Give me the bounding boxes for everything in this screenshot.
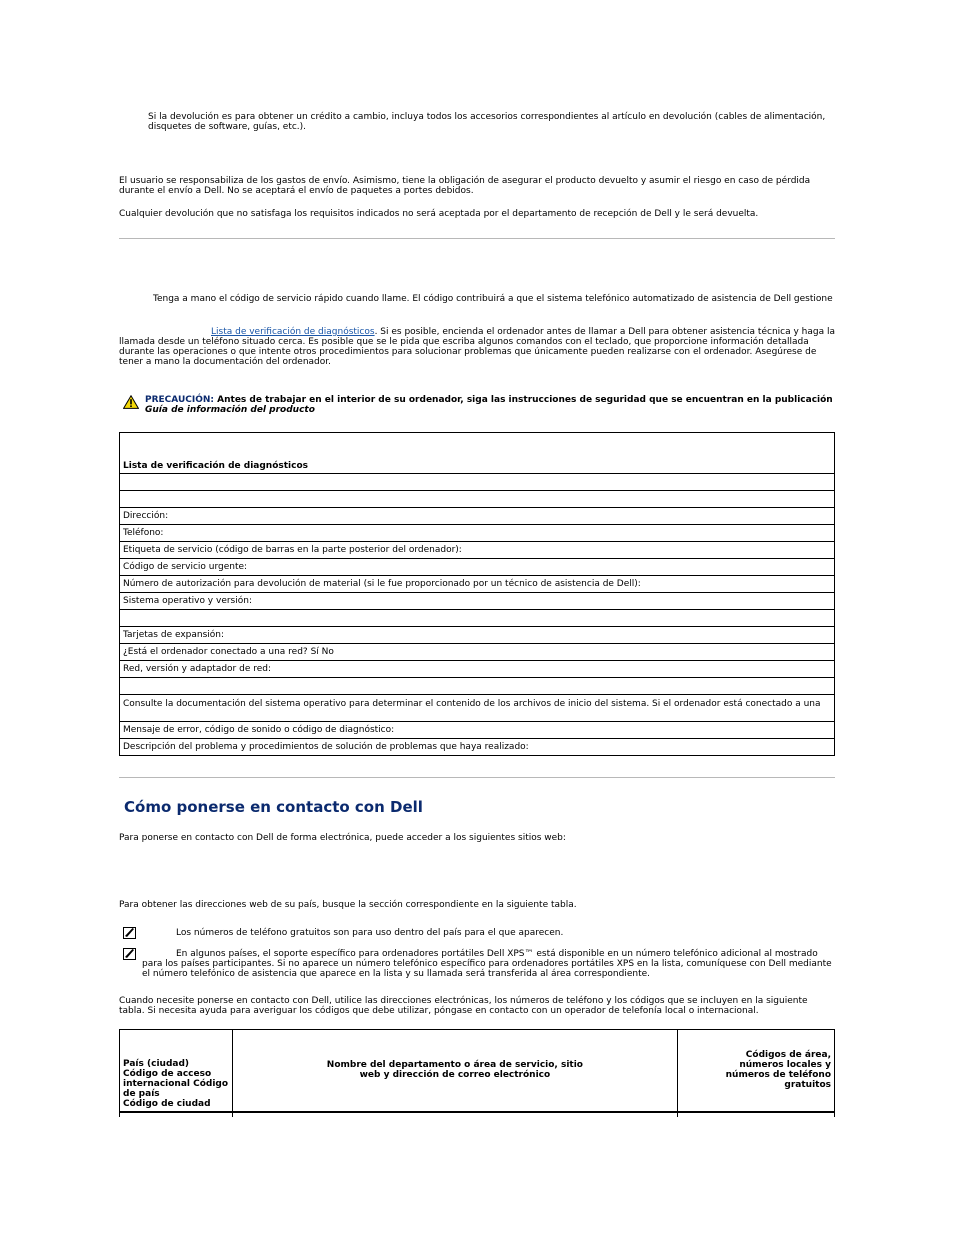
access-code-header-line: Código de acceso internacional Código de país	[123, 1068, 229, 1099]
checklist-title: Lista de verificación de diagnósticos	[120, 433, 835, 474]
call-prep-text-line1: . Si es posible, encienda el ordenador antes de llamar a Dell para obtener asistencia técnica y haga la	[374, 327, 835, 337]
note-icon	[123, 927, 136, 939]
checklist-row: Consulte la documentación del sistema operativo para determinar el contenido de los archivos de inicio del sistema. Si el ordenador está conectado a una	[120, 695, 835, 722]
checklist-row: Etiqueta de servicio (código de barras en la parte posterior del ordenador):	[120, 542, 835, 559]
contact-heading: Cómo ponerse en contacto con Dell	[124, 798, 423, 816]
express-code-paragraph: Tenga a mano el código de servicio rápido cuando llame. El código contribuirá a que el sistema telefónico automatizado de asistencia de Dell gestione	[153, 294, 833, 304]
column-header-numbers: Códigos de área, números locales y números de teléfono gratuitos	[677, 1030, 834, 1112]
return-rejection-paragraph: Cualquier devolución que no satisfaga los requisitos indicados no será aceptada por el departamento de recepción de Dell y le será devuelta.	[119, 209, 759, 219]
country-header-line: País (ciudad)	[123, 1058, 190, 1069]
table-row-cell	[233, 1112, 678, 1117]
checklist-row: ¿Está el ordenador conectado a una red? Sí No	[120, 644, 835, 661]
checklist-row	[120, 474, 835, 491]
checklist-row: Sistema operativo y versión:	[120, 593, 835, 610]
checklist-row: Descripción del problema y procedimientos de solución de problemas que haya realizado:	[120, 739, 835, 756]
xps-support-note	[142, 949, 832, 979]
shipping-cost-paragraph: El usuario se responsabiliza de los gastos de envío. Asimismo, tiene la obligación de asegurar el producto devuelto y asumir el riesgo en caso de pérdida durante el envío a Dell. No se aceptará el envío de paquetes a portes debidos.	[119, 176, 811, 196]
column-header-country	[120, 1030, 233, 1112]
warning-triangle-icon	[123, 395, 139, 409]
xps-support-note-rest: para los países participantes. Si no aparece un número telefónico específico para ordenadores portátiles XPS en la lista, comuníquese con Dell mediante el número telefónico de asistencia que aparece en la lista y su llamada será transferida al área correspondiente.	[142, 959, 832, 979]
contact-table	[119, 1029, 835, 1117]
diagnostics-checklist-table	[119, 432, 835, 756]
checklist-row: Número de autorización para devolución de material (si le fue proporcionado por un técnico de asistencia de Dell):	[120, 576, 835, 593]
diagnostics-checklist-link[interactable]: Lista de verificación de diagnósticos	[211, 327, 375, 337]
checklist-row: Tarjetas de expansión:	[120, 627, 835, 644]
checklist-row: Mensaje de error, código de sonido o código de diagnóstico:	[120, 722, 835, 739]
checklist-row	[120, 491, 835, 508]
note-icon	[123, 948, 136, 960]
city-code-header-line: Código de ciudad	[123, 1098, 211, 1109]
contact-intro-paragraph: Para ponerse en contacto con Dell de forma electrónica, puede acceder a los siguientes sitios web:	[119, 833, 566, 843]
caution-label: PRECAUCIÓN:	[145, 395, 215, 405]
checklist-row: Código de servicio urgente:	[120, 559, 835, 576]
checklist-row	[120, 610, 835, 627]
checklist-row	[120, 678, 835, 695]
caution-text: Antes de trabajar en el interior de su ordenador, siga las instrucciones de seguridad que se encuentran en la publicación	[214, 395, 833, 405]
call-prep-text: llamada desde un teléfono situado cerca. Es posible que se le pida que escriba algunos comandos con el teclado, que proporcione información detallada durante las operaciones o que intente otros procedimientos para solucionar problemas que únicamente pueden realizarse con el ordenador. Asegúrese de tener a mano la documentación del ordenador.	[119, 337, 817, 367]
divider-1	[119, 238, 835, 239]
column-header-department: Nombre del departamento o área de servicio, sitio web y dirección de correo electrónico	[233, 1030, 678, 1112]
caution-doc-title: Guía de información del producto	[145, 405, 315, 415]
contact-codes-paragraph: Cuando necesite ponerse en contacto con Dell, utilice las direcciones electrónicas, los números de teléfono y los códigos que se incluyen en la siguiente tabla. Si necesita ayuda para averiguar los códigos que debe utilizar, póngase en contacto con un operador de telefonía local o internacional.	[119, 996, 808, 1016]
checklist-row: Red, versión y adaptador de red:	[120, 661, 835, 678]
xps-support-note-line1: En algunos países, el soporte específico para ordenadores portátiles Dell XPS™ está disponible en un número telefónico adicional al mostrado	[176, 949, 818, 959]
toll-free-note: Los números de teléfono gratuitos son para uso dentro del país para el que aparecen.	[176, 928, 564, 938]
return-credit-paragraph: Si la devolución es para obtener un crédito a cambio, incluya todos los accesorios correspondientes al artículo en devolución (cables de alimentación, disquetes de software, guías, etc.).	[148, 112, 826, 132]
call-prep-paragraph	[119, 327, 835, 367]
checklist-row: Dirección:	[120, 508, 835, 525]
web-address-paragraph: Para obtener las direcciones web de su país, busque la sección correspondiente en la siguiente tabla.	[119, 900, 577, 910]
checklist-row: Teléfono:	[120, 525, 835, 542]
divider-2	[119, 777, 835, 778]
table-row-cell	[677, 1112, 834, 1117]
table-row-cell	[120, 1112, 233, 1117]
